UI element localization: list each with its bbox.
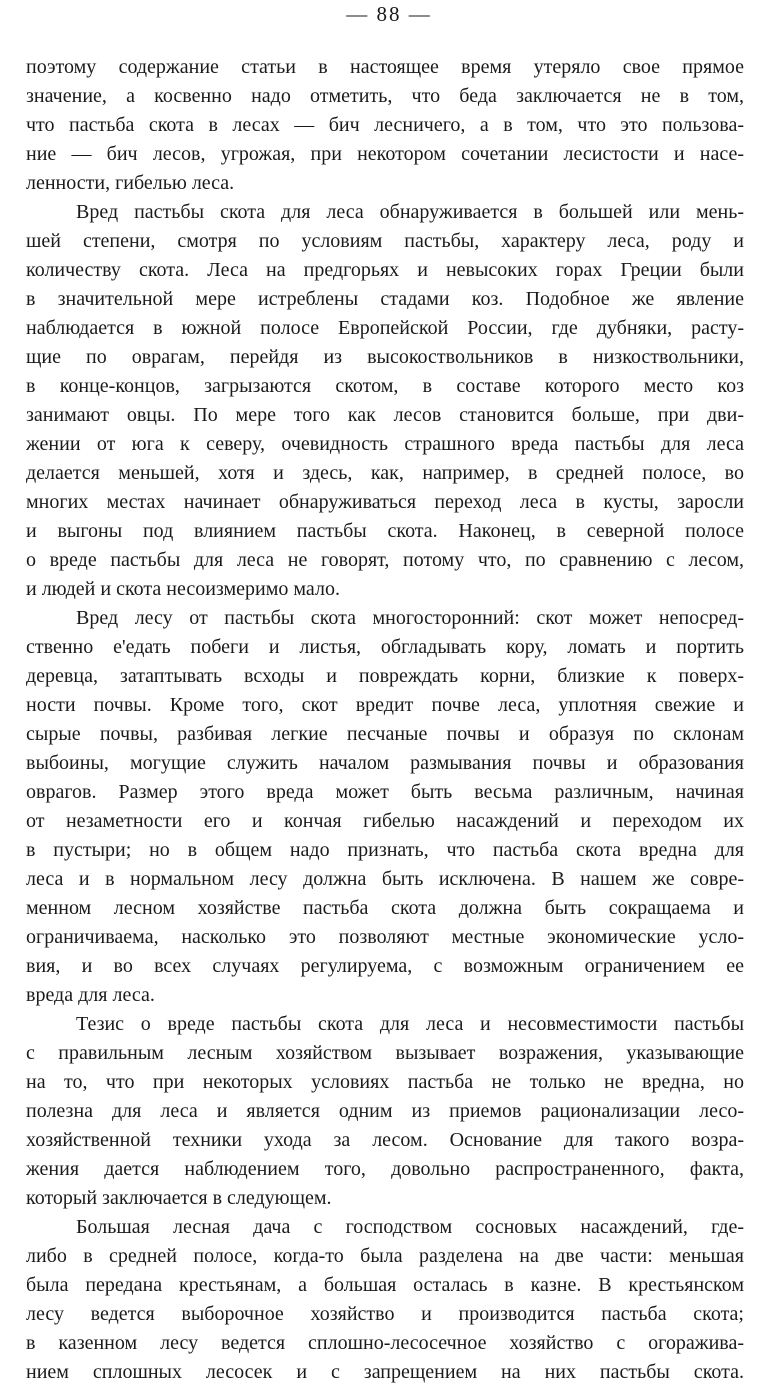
text-line: Большая лесная дача с господством сосновых насаждений, где-	[76, 1216, 744, 1238]
text-line: оврагов. Размер этого вреда может быть весьма различным, начиная	[26, 781, 744, 803]
text-line: значение, а косвенно надо отметить, что беда заключается не в том,	[26, 85, 744, 107]
text-line: количеству скота. Леса на предгорьях и невысоких горах Греции были	[26, 259, 744, 281]
text-line: жения дается наблюдением того, довольно распространенного, факта,	[26, 1158, 744, 1180]
text-line: в конце-концов, загрызаются скотом, в составе которого место коз	[26, 375, 744, 397]
text-line: леса и в нормальном лесу должна быть исключена. В нашем же совре-	[26, 868, 744, 890]
text-line: занимают овцы. По мере того как лесов становится больше, при дви-	[26, 404, 744, 426]
text-line: и выгоны под влиянием пастьбы скота. Наконец, в северной полосе	[26, 520, 744, 542]
text-line: либо в средней полосе, когда-то была разделена на две части: меньшая	[26, 1245, 744, 1267]
text-line: в казенном лесу ведется сплошно-лесосечное хозяйство с огоражива-	[26, 1332, 744, 1354]
text-line: вреда для леса.	[26, 984, 155, 1006]
text-line: полезна для леса и является одним из приемов рационализации лесо-	[26, 1100, 744, 1122]
text-line: была передана крестьянам, а большая осталась в казне. В крестьянском	[26, 1274, 744, 1296]
text-line: на то, что при некоторых условиях пастьба не только не вредна, но	[26, 1071, 744, 1093]
text-line: наблюдается в южной полосе Европейской России, где дубняки, расту-	[26, 317, 744, 339]
text-line: Вред пастьбы скота для леса обнаруживается в большей или мень-	[76, 201, 744, 223]
text-line: ограничиваема, насколько это позволяют местные экономические усло-	[26, 926, 744, 948]
text-line: ности почвы. Кроме того, скот вредит почве леса, уплотняя свежие и	[26, 694, 744, 716]
text-line: деревца, затаптывать всходы и повреждать корни, близкие к поверх-	[26, 665, 744, 687]
text-line: что пастьба скота в лесах — бич лесничего, а в том, что это пользова-	[26, 114, 744, 136]
text-line: о вреде пастьбы для леса не говорят, потому что, по сравнению с лесом,	[26, 549, 744, 571]
text-line: нием сплошных лесосек и с запрещением на них пастьбы скота.	[26, 1361, 744, 1383]
text-line: Вред лесу от пастьбы скота многосторонний: скот может непосред-	[76, 607, 744, 629]
text-line: многих местах начинает обнаруживаться переход леса в кусты, заросли	[26, 491, 744, 513]
text-line: от незаметности его и кончая гибелью насаждений и переходом их	[26, 810, 744, 832]
text-line: с правильным лесным хозяйством вызывает возражения, указывающие	[26, 1042, 744, 1064]
text-line: выбоины, могущие служить началом размывания почвы и образования	[26, 752, 744, 774]
text-line: делается меньшей, хотя и здесь, как, например, в средней полосе, во	[26, 462, 744, 484]
text-line: лесу ведется выборочное хозяйство и производится пастьба скота;	[26, 1303, 744, 1325]
text-line: Тезис о вреде пастьбы скота для леса и несовместимости пастьбы	[76, 1013, 744, 1035]
page-number: — 88 —	[346, 2, 432, 26]
text-line: жении от юга к северу, очевидность страшного вреда пастьбы для леса	[26, 433, 744, 455]
text-line: в значительной мере истреблены стадами коз. Подобное же явление	[26, 288, 744, 310]
text-line: хозяйственной техники ухода за лесом. Основание для такого возра-	[26, 1129, 744, 1151]
text-line: ленности, гибелью леса.	[26, 172, 235, 194]
text-line: менном лесном хозяйстве пастьба скота должна быть сокращаема и	[26, 897, 744, 919]
text-line: сырые почвы, разбивая легкие песчаные почвы и образуя по склонам	[26, 723, 744, 745]
text-line: щие по оврагам, перейдя из высокоствольников в низкоствольники,	[26, 346, 744, 368]
body-text	[26, 53, 744, 1387]
text-line: вия, и во всех случаях регулируема, с возможным ограничением ее	[26, 955, 744, 977]
text-line: который заключается в следующем.	[26, 1187, 332, 1209]
text-line: в пустыри; но в общем надо признать, что пастьба скота вредна для	[26, 839, 744, 861]
text-line: поэтому содержание статьи в настоящее время утеряло свое прямое	[26, 56, 744, 78]
text-line: ственно е'едать побеги и листья, обгладывать кору, ломать и портить	[26, 636, 744, 658]
text-line: и людей и скота несоизмеримо мало.	[26, 578, 340, 600]
text-line: ние — бич лесов, угрожая, при некотором сочетании лесистости и насе-	[26, 143, 744, 165]
text-line: шей степени, смотря по условиям пастьбы, характеру леса, роду и	[26, 230, 744, 252]
